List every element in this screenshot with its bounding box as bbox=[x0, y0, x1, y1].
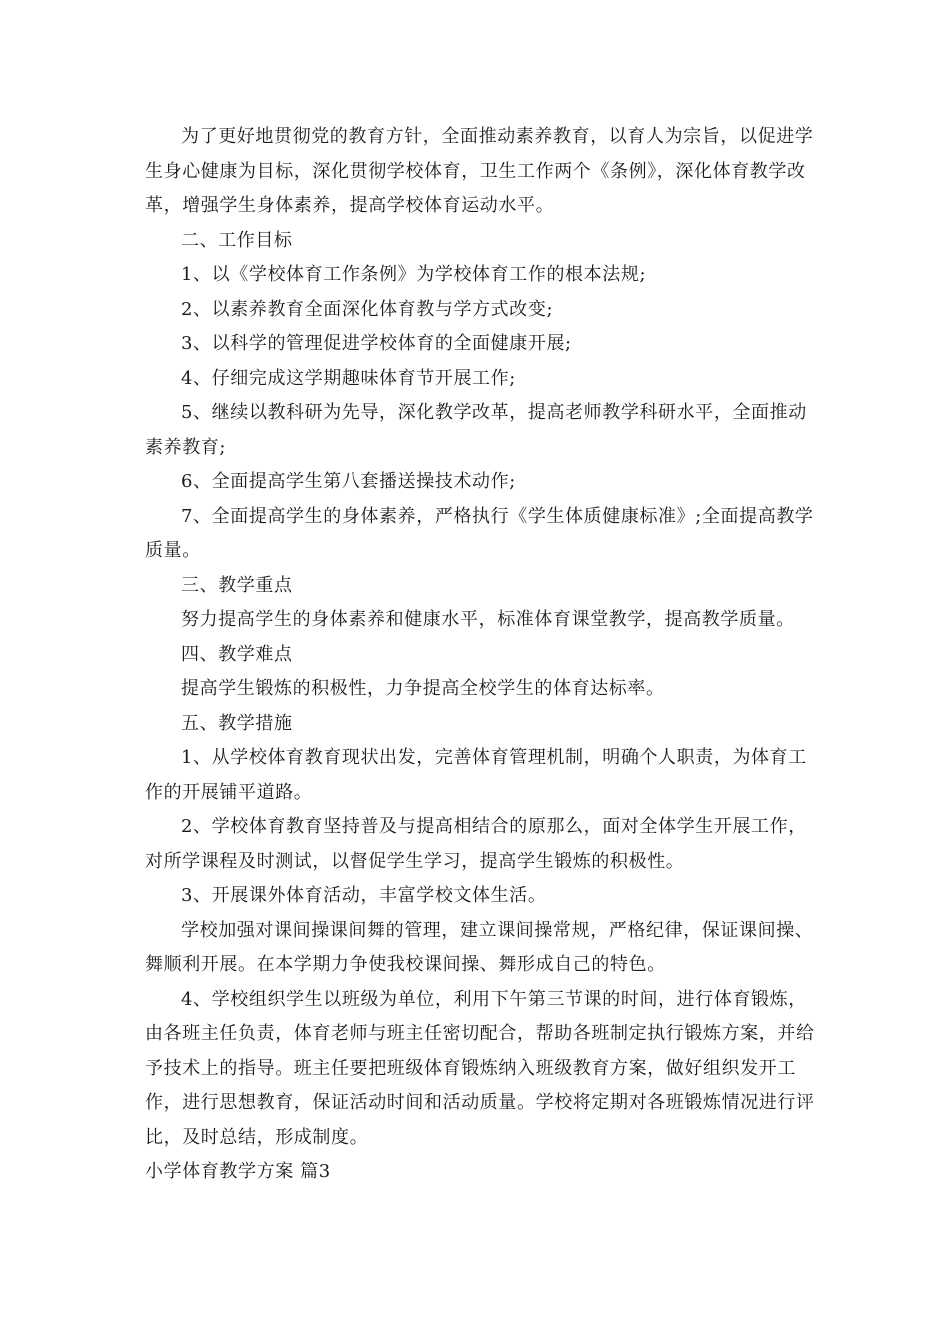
section-heading-teaching-focus: 三、教学重点 bbox=[181, 574, 293, 596]
section-heading-work-goals: 二、工作目标 bbox=[181, 229, 293, 251]
next-article-title: 小学体育教学方案 篇3 bbox=[145, 1161, 331, 1182]
goal-item-1: 1、以《学校体育工作条例》为学校体育工作的根本法规; bbox=[181, 264, 647, 285]
intro-paragraph: 为了更好地贯彻党的教育方针，全面推动素养教育，以育人为宗旨，以促进学生身心健康为目标，深化贯彻学校体育，卫生工作两个《条例》，深化体育教学改革，增强学生身体素养，提高学校体育运动水平。 bbox=[145, 126, 814, 216]
teaching-focus-paragraph: 努力提高学生的身体素养和健康水平，标准体育课堂教学，提高教学质量。 bbox=[181, 609, 795, 630]
goal-item-5: 5、继续以教科研为先导，深化教学改革，提高老师教学科研水平，全面推动素养教育; bbox=[145, 402, 807, 458]
section-heading-teaching-difficulty: 四、教学难点 bbox=[181, 643, 293, 665]
goal-item-6: 6、全面提高学生第八套播送操技术动作; bbox=[181, 471, 516, 492]
measure-item-3-detail: 学校加强对课间操课间舞的管理，建立课间操常规，严格纪律，保证课间操、舞顺利开展。在本学期力争使我校课间操、舞形成自己的特色。 bbox=[145, 919, 814, 975]
goal-item-2: 2、以素养教育全面深化体育教与学方式改变; bbox=[181, 298, 554, 320]
section-heading-teaching-measures: 五、教学措施 bbox=[181, 712, 293, 734]
teaching-difficulty-paragraph: 提高学生锻炼的积极性，力争提高全校学生的体育达标率。 bbox=[181, 678, 665, 699]
document-body bbox=[145, 120, 815, 1190]
measure-item-4: 4、学校组织学生以班级为单位，利用下午第三节课的时间，进行体育锻炼，由各班主任负责，体育老师与班主任密切配合，帮助各班制定执行锻炼方案，并给予技术上的指导。班主任要把班级体育锻炼纳入班级教育方案，做好组织发开工作，进行思想教育，保证活动时间和活动质量。学校将定期对各班锻炼情况进行评比，及时总结，形成制度。 bbox=[145, 988, 815, 1148]
goal-item-4: 4、仔细完成这学期趣味体育节开展工作; bbox=[181, 367, 516, 389]
goal-item-3: 3、以科学的管理促进学校体育的全面健康开展; bbox=[181, 333, 572, 354]
goal-item-7: 7、全面提高学生的身体素养，严格执行《学生体质健康标准》;全面提高教学质量。 bbox=[145, 505, 814, 561]
measure-item-1: 1、从学校体育教育现状出发，完善体育管理机制，明确个人职责，为体育工作的开展铺平道路。 bbox=[145, 747, 807, 803]
measure-item-3: 3、开展课外体育活动，丰富学校文体生活。 bbox=[181, 885, 547, 906]
measure-item-2: 2、学校体育教育坚持普及与提高相结合的原那么，面对全体学生开展工作，对所学课程及时测试，以督促学生学习，提高学生锻炼的积极性。 bbox=[145, 816, 807, 872]
